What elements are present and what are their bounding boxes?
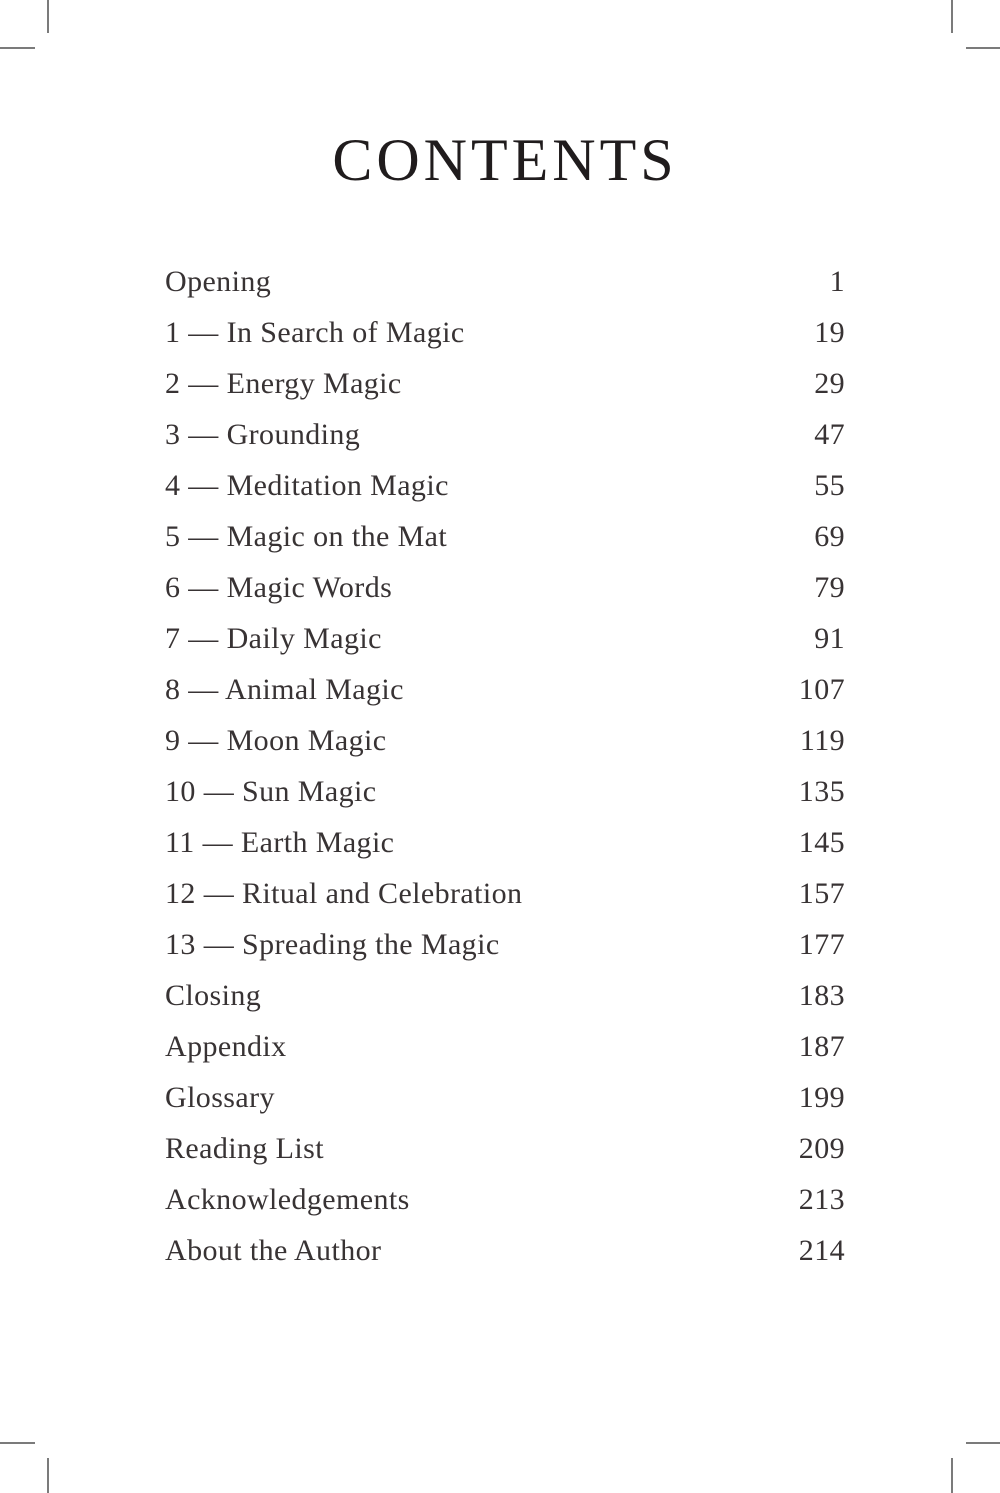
toc-row — [165, 715, 845, 766]
toc-entry-page-number: 47 — [814, 418, 845, 451]
toc-row — [165, 1123, 845, 1174]
toc-row — [165, 409, 845, 460]
toc-row — [165, 307, 845, 358]
toc-entry-page-number: 199 — [798, 1081, 845, 1114]
table-of-contents — [165, 256, 845, 1276]
toc-entry-label: 12 — Ritual and Celebration — [165, 877, 523, 910]
crop-mark-top-left-horizontal — [0, 47, 35, 49]
crop-mark-bottom-left-horizontal — [0, 1442, 35, 1444]
toc-entry-page-number: 69 — [814, 520, 845, 553]
toc-entry-page-number: 135 — [798, 775, 845, 808]
toc-entry-page-number: 55 — [814, 469, 845, 502]
toc-row — [165, 511, 845, 562]
toc-entry-label: 2 — Energy Magic — [165, 367, 402, 400]
toc-entry-label: Acknowledgements — [165, 1183, 410, 1216]
crop-mark-top-right-vertical — [951, 0, 953, 33]
toc-entry-page-number: 177 — [798, 928, 845, 961]
toc-entry-page-number: 214 — [798, 1234, 845, 1267]
crop-mark-top-left-vertical — [47, 0, 49, 33]
crop-mark-bottom-left-vertical — [47, 1458, 49, 1493]
toc-row — [165, 256, 845, 307]
toc-entry-label: Closing — [165, 979, 262, 1012]
toc-entry-page-number: 107 — [798, 673, 845, 706]
toc-row — [165, 817, 845, 868]
toc-row — [165, 970, 845, 1021]
toc-row — [165, 1021, 845, 1072]
toc-entry-label: Reading List — [165, 1132, 324, 1165]
crop-mark-bottom-right-vertical — [951, 1458, 953, 1493]
crop-mark-bottom-right-horizontal — [966, 1442, 1000, 1444]
toc-entry-label: About the Author — [165, 1234, 382, 1267]
toc-entry-page-number: 157 — [798, 877, 845, 910]
toc-entry-label: 1 — In Search of Magic — [165, 316, 465, 349]
toc-entry-page-number: 79 — [814, 571, 845, 604]
toc-entry-label: 5 — Magic on the Mat — [165, 520, 448, 553]
crop-mark-top-right-horizontal — [966, 47, 1000, 49]
toc-row — [165, 613, 845, 664]
toc-entry-label: 13 — Spreading the Magic — [165, 928, 500, 961]
toc-entry-page-number: 213 — [798, 1183, 845, 1216]
toc-row — [165, 358, 845, 409]
toc-entry-page-number: 187 — [798, 1030, 845, 1063]
toc-entry-label: 3 — Grounding — [165, 418, 361, 451]
toc-row — [165, 766, 845, 817]
toc-row — [165, 460, 845, 511]
toc-entry-page-number: 119 — [799, 724, 845, 757]
toc-entry-label: 10 — Sun Magic — [165, 775, 377, 808]
toc-row — [165, 868, 845, 919]
toc-entry-page-number: 183 — [798, 979, 845, 1012]
toc-entry-label: 11 — Earth Magic — [165, 826, 395, 859]
toc-entry-label: 4 — Meditation Magic — [165, 469, 449, 502]
toc-entry-label: 6 — Magic Words — [165, 571, 393, 604]
toc-row — [165, 919, 845, 970]
toc-entry-page-number: 1 — [829, 265, 845, 298]
toc-row — [165, 1225, 845, 1276]
toc-entry-page-number: 91 — [814, 622, 845, 655]
toc-entry-page-number: 209 — [798, 1132, 845, 1165]
toc-entry-label: Appendix — [165, 1030, 287, 1063]
toc-entry-label: 8 — Animal Magic — [165, 673, 404, 706]
toc-entry-page-number: 29 — [814, 367, 845, 400]
page-title: CONTENTS — [332, 127, 678, 193]
toc-entry-page-number: 19 — [814, 316, 845, 349]
toc-row — [165, 562, 845, 613]
toc-entry-page-number: 145 — [798, 826, 845, 859]
toc-row — [165, 664, 845, 715]
toc-entry-label: Opening — [165, 265, 272, 298]
toc-row — [165, 1174, 845, 1225]
toc-entry-label: 7 — Daily Magic — [165, 622, 382, 655]
toc-row — [165, 1072, 845, 1123]
toc-entry-label: 9 — Moon Magic — [165, 724, 387, 757]
toc-entry-label: Glossary — [165, 1081, 275, 1114]
